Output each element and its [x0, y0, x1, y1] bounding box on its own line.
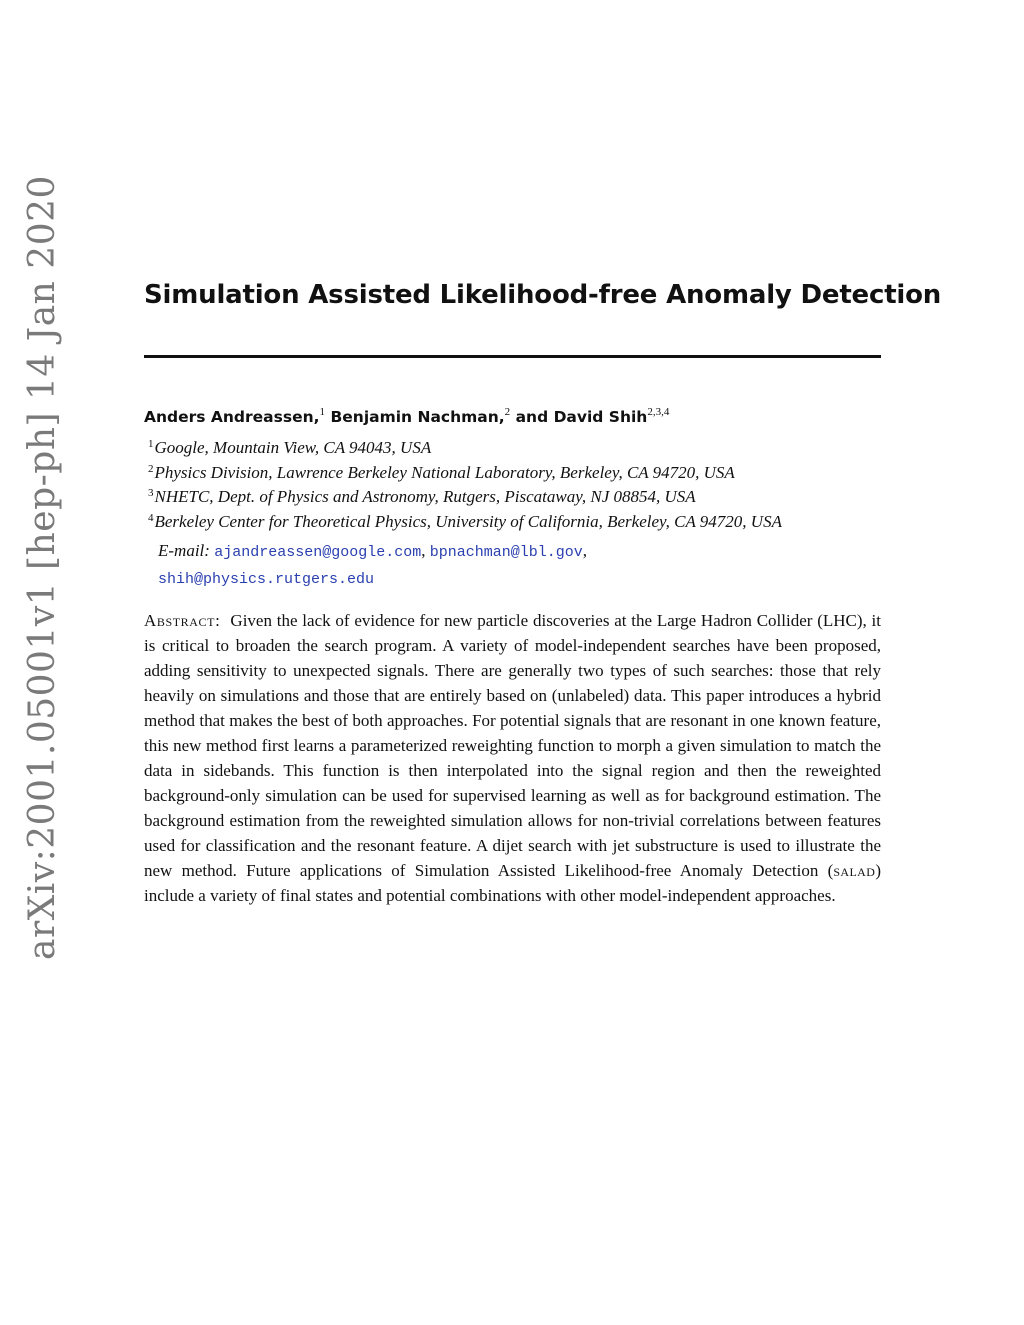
- author-name: Benjamin Nachman,: [330, 408, 505, 426]
- paper-title: Simulation Assisted Likelihood-free Anomaly Detection: [144, 280, 942, 310]
- author-name: Anders Andreassen,: [144, 408, 320, 426]
- affiliation-number: 3: [148, 487, 154, 499]
- author-affiliation-marker: 1: [319, 406, 326, 418]
- affiliation-line: [148, 485, 782, 510]
- email-link-andreassen[interactable]: ajandreassen@google.com: [214, 544, 422, 561]
- affiliation-text: Physics Division, Lawrence Berkeley National Laboratory, Berkeley, CA 94720, USA: [154, 462, 735, 482]
- affiliation-text: Google, Mountain View, CA 94043, USA: [154, 438, 432, 457]
- abstract-text-end: ) include a variety of final states and potential combinations with other model-independent approaches.: [144, 861, 881, 905]
- affiliation-text: NHETC, Dept. of Physics and Astronomy, Rutgers, Piscataway, NJ 08854, USA: [154, 487, 696, 506]
- salad-acronym: salad: [833, 861, 876, 880]
- abstract-paragraph: [144, 608, 881, 908]
- affiliation-line: [148, 510, 782, 535]
- email-link-shih[interactable]: shih@physics.rutgers.edu: [158, 571, 375, 588]
- affiliation-line: [148, 461, 782, 486]
- author-list: [144, 404, 669, 430]
- author-name: and David Shih: [515, 408, 648, 426]
- email-label: E-mail:: [158, 541, 210, 560]
- author-affiliation-marker: 2,3,4: [647, 406, 670, 418]
- affiliation-line: [148, 436, 782, 461]
- arxiv-identifier-stamp: arXiv:2001.05001v1 [hep-ph] 14 Jan 2020: [22, 175, 63, 960]
- affiliation-number: 1: [148, 438, 154, 450]
- abstract-label: Abstract:: [144, 611, 221, 630]
- email-link-nachman[interactable]: bpnachman@lbl.gov: [429, 544, 583, 561]
- affiliation-block: [148, 436, 782, 592]
- affiliation-number: 2: [148, 462, 154, 475]
- author-affiliation-marker: 2: [504, 406, 511, 418]
- affiliation-text: Berkeley Center for Theoretical Physics, University of California, Berkeley, CA 94720, USA: [154, 511, 782, 531]
- email-block: E-mail: ajandreassen@google.com, bpnachman@lbl.gov, shih@physics.rutgers.edu: [158, 541, 588, 588]
- affiliation-number: 4: [148, 511, 154, 524]
- abstract-text: Given the lack of evidence for new particle discoveries at the Large Hadron Collider (LHC), it is critical to broaden the search program. A variety of model-independent searches have been proposed, adding sensitivity to unexpected signals. There are generally two types of such searches: those that rely heavily on simulations and those that are entirely based on (unlabeled) data. This paper introduces a hybrid method that makes the best of both approaches. For potential signals that are resonant in one known feature, this new method first learns a parameterized reweighting function to morph a given simulation to match the data in sidebands. This function is then interpolated into the signal region and then the reweighted background-only simulation can be used for supervised learning as well as for background estimation. The background estimation from the reweighted simulation allows for non-trivial correlations between features used for classification and the resonant feature. A dijet search with jet substructure is used to illustrate the new method. Future applications of Simulation Assisted Likelihood-free Anomaly Detection (: [144, 611, 881, 880]
- title-divider: [144, 355, 881, 358]
